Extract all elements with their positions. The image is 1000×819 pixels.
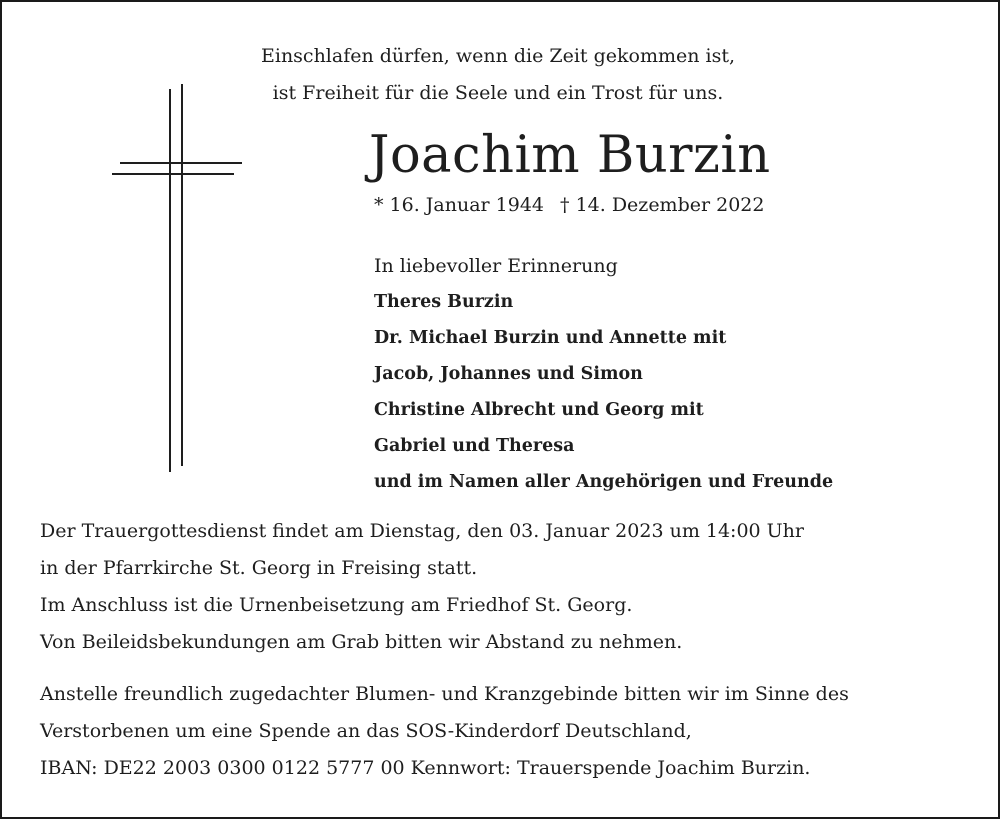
- donation-line: Anstelle freundlich zugedachter Blumen- und Kranzgebinde bitten wir im Sinne des: [40, 683, 849, 705]
- poem-line: Einschlafen dürfen, wenn die Zeit gekommen ist,: [261, 45, 735, 67]
- cross-icon: [102, 84, 252, 474]
- birth-date: * 16. Januar 1944: [374, 194, 545, 216]
- donation-line: IBAN: DE22 2003 0300 0122 5777 00 Kennwort: Trauerspende Joachim Burzin.: [40, 757, 811, 779]
- mourner-name: Dr. Michael Burzin und Annette mit: [374, 328, 727, 348]
- donation-line: Verstorbenen um eine Spende an das SOS-Kinderdorf Deutschland,: [40, 720, 692, 742]
- mourners-intro: In liebevoller Erinnerung: [374, 255, 618, 277]
- service-line: Von Beileidsbekundungen am Grab bitten wir Abstand zu nehmen.: [40, 631, 683, 653]
- mourner-name: Theres Burzin: [374, 292, 514, 312]
- mourner-name: Gabriel und Theresa: [374, 436, 575, 456]
- death-date: † 14. Dezember 2022: [560, 194, 765, 216]
- deceased-name: Joachim Burzin: [369, 126, 771, 185]
- service-line: Der Trauergottesdienst findet am Dienstag, den 03. Januar 2023 um 14:00 Uhr: [40, 520, 804, 542]
- life-dates: [374, 190, 764, 220]
- service-line: in der Pfarrkirche St. Georg in Freising statt.: [40, 557, 478, 579]
- mourner-name: und im Namen aller Angehörigen und Freunde: [374, 472, 834, 492]
- mourner-name: Jacob, Johannes und Simon: [374, 364, 643, 384]
- donation-info: [40, 676, 849, 787]
- service-line: Im Anschluss ist die Urnenbeisetzung am Friedhof St. Georg.: [40, 594, 633, 616]
- poem-line: ist Freiheit für die Seele und ein Trost für uns.: [272, 82, 724, 104]
- service-info: [40, 513, 804, 661]
- mourner-name: Christine Albrecht und Georg mit: [374, 400, 704, 420]
- mourners-block: [374, 248, 833, 500]
